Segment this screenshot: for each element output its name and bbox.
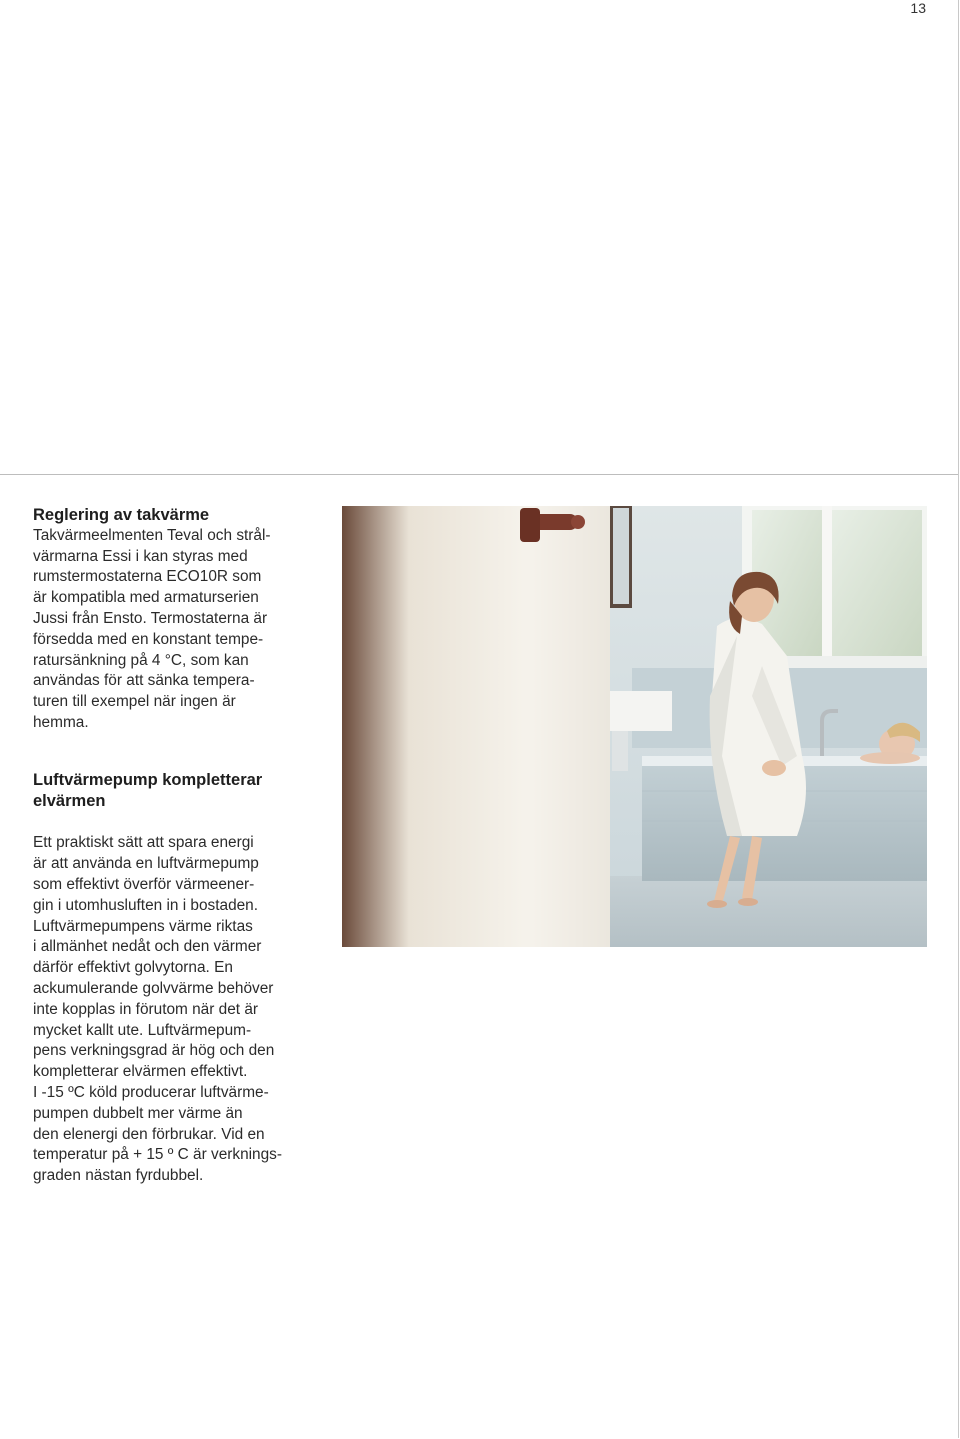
page-number: 13 [910, 0, 926, 16]
section-body-heat-pump: Ett praktiskt sätt att spara energi är att använda en luftvärmepump som effektivt överför värmeener- gin i utomhusluften in i bostaden. Luftvärmepumpens värme riktas i allmänhet nedåt och den värmer därför effektivt golvytorna. En ackumulerande golvvärme behöver inte kopplas in förutom när det är mycket kallt ute. Luftvärmepum- pens verkningsgrad är hög och den kompletterar elvärmen effektivt. I -15 ºC köld producerar luftvärme- pumpen dubbelt mer värme än den elenergi den förbrukar. Vid en temperatur på + 15 º C är verknings- graden nästan fyrdubbel. [33, 834, 282, 1185]
section-body-regulation: Takvärmeelmenten Teval och strål- värmarna Essi i kan styras med rumstermostaterna ECO10R som är kompatibla med armaturserien Jussi från Ensto. Termostaterna är försedda med en konstant tempe- ratursänkning på 4 °C, som kan användas för att sänka tempera- turen till exempel när ingen är hemma. [33, 526, 271, 731]
bathroom-illustration [342, 506, 927, 947]
section-heading-heat-pump: Luftvärmepump kompletterar elvärmen [33, 770, 263, 810]
bathroom-photo [342, 506, 927, 947]
text-column [33, 505, 325, 1187]
section-heading-regulation: Reglering av takvärme [33, 506, 210, 524]
